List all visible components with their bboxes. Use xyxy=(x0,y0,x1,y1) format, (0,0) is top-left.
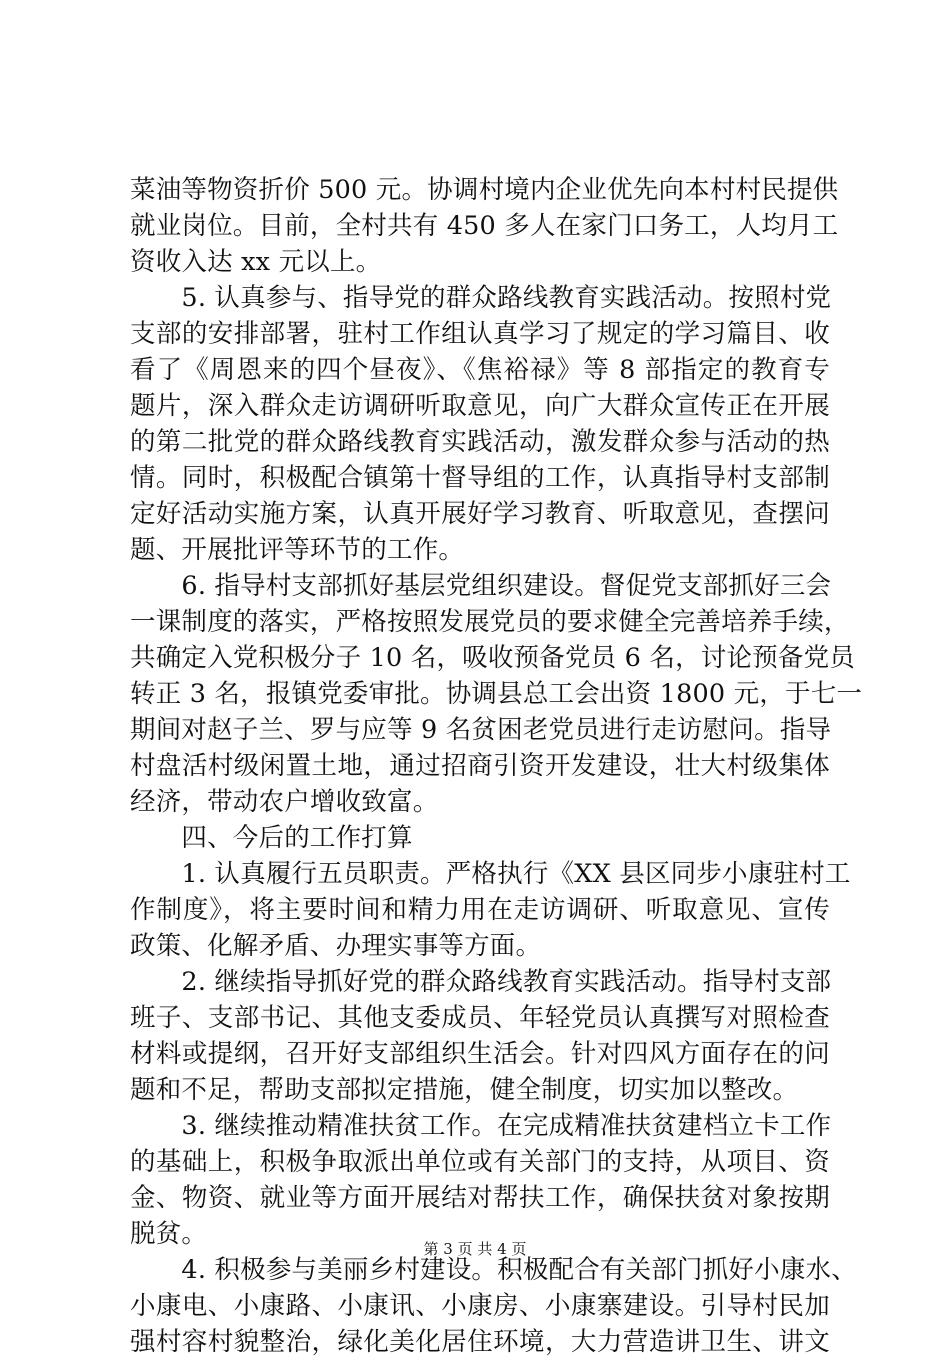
text-line: 四、今后的工作打算 xyxy=(130,823,413,853)
page-footer: 第 3 页 共 4 页 xyxy=(423,1240,527,1258)
text-line: 6. 指导村支部抓好基层党组织建设。督促党支部抓好三会 xyxy=(130,571,832,601)
text-line: 3. 继续推动精准扶贫工作。在完成精准扶贫建档立卡工作 xyxy=(130,1111,832,1141)
text-line: 政策、化解矛盾、办理实事等方面。 xyxy=(130,931,542,961)
text-line: 1. 认真履行五员职责。严格执行《XX 县区同步小康驻村工 xyxy=(130,859,851,889)
text-line: 强村容村貌整治，绿化美化居住环境，大力营造讲卫生、讲文 xyxy=(130,1327,830,1357)
text-line: 2. 继续指导抓好党的群众路线教育实践活动。指导村支部 xyxy=(130,967,832,997)
text-line: 4. 积极参与美丽乡村建设。积极配合有关部门抓好小康水、 xyxy=(130,1255,857,1285)
text-line: 村盘活村级闲置土地，通过招商引资开发建设，壮大村级集体 xyxy=(130,751,830,781)
text-line: 题、开展批评等环节的工作。 xyxy=(130,535,465,565)
text-line: 菜油等物资折价 500 元。协调村境内企业优先向本村村民提供 xyxy=(130,175,839,205)
text-line: 作制度》，将主要时间和精力用在走访调研、听取意见、宣传 xyxy=(130,895,830,925)
document-body xyxy=(130,172,863,1360)
text-line: 金、物资、就业等方面开展结对帮扶工作，确保扶贫对象按期 xyxy=(130,1183,830,1213)
text-line: 题片，深入群众走访调研听取意见，向广大群众宣传正在开展 xyxy=(130,391,830,421)
text-line: 题和不足，帮助支部拟定措施，健全制度，切实加以整改。 xyxy=(130,1075,799,1105)
text-line: 脱贫。 xyxy=(130,1219,208,1249)
text-line: 材料或提纲，召开好支部组织生活会。针对四风方面存在的问 xyxy=(130,1039,830,1069)
text-line: 的第二批党的群众路线教育实践活动，激发群众参与活动的热 xyxy=(130,427,830,457)
text-line: 资收入达 xx 元以上。 xyxy=(130,247,382,277)
text-line: 5. 认真参与、指导党的群众路线教育实践活动。按照村党 xyxy=(130,283,832,313)
text-line: 转正 3 名，报镇党委审批。协调县总工会出资 1800 元，于七一 xyxy=(130,679,863,709)
text-line: 一课制度的落实，严格按照发展党员的要求健全完善培养手续， xyxy=(130,607,850,637)
text-line: 支部的安排部署，驻村工作组认真学习了规定的学习篇目、收 xyxy=(130,319,830,349)
text-line: 小康电、小康路、小康讯、小康房、小康寨建设。引导村民加 xyxy=(130,1291,830,1321)
text-line: 班子、支部书记、其他支委成员、年轻党员认真撰写对照检查 xyxy=(130,1003,830,1033)
text-line: 情。同时，积极配合镇第十督导组的工作，认真指导村支部制 xyxy=(130,463,830,493)
text-line: 期间对赵子兰、罗与应等 9 名贫困老党员进行走访慰问。指导 xyxy=(130,715,832,745)
text-line: 经济，带动农户增收致富。 xyxy=(130,787,439,817)
text-line: 定好活动实施方案，认真开展好学习教育、听取意见，查摆问 xyxy=(130,499,830,529)
text-line: 看了《周恩来的四个昼夜》、《焦裕禄》等 8 部指定的教育专 xyxy=(130,355,830,385)
text-line: 共确定入党积极分子 10 名，吸收预备党员 6 名，讨论预备党员 xyxy=(130,643,855,673)
text-line: 的基础上，积极争取派出单位或有关部门的支持，从项目、资 xyxy=(130,1147,830,1177)
text-line: 就业岗位。目前，全村共有 450 多人在家门口务工，人均月工 xyxy=(130,211,839,241)
